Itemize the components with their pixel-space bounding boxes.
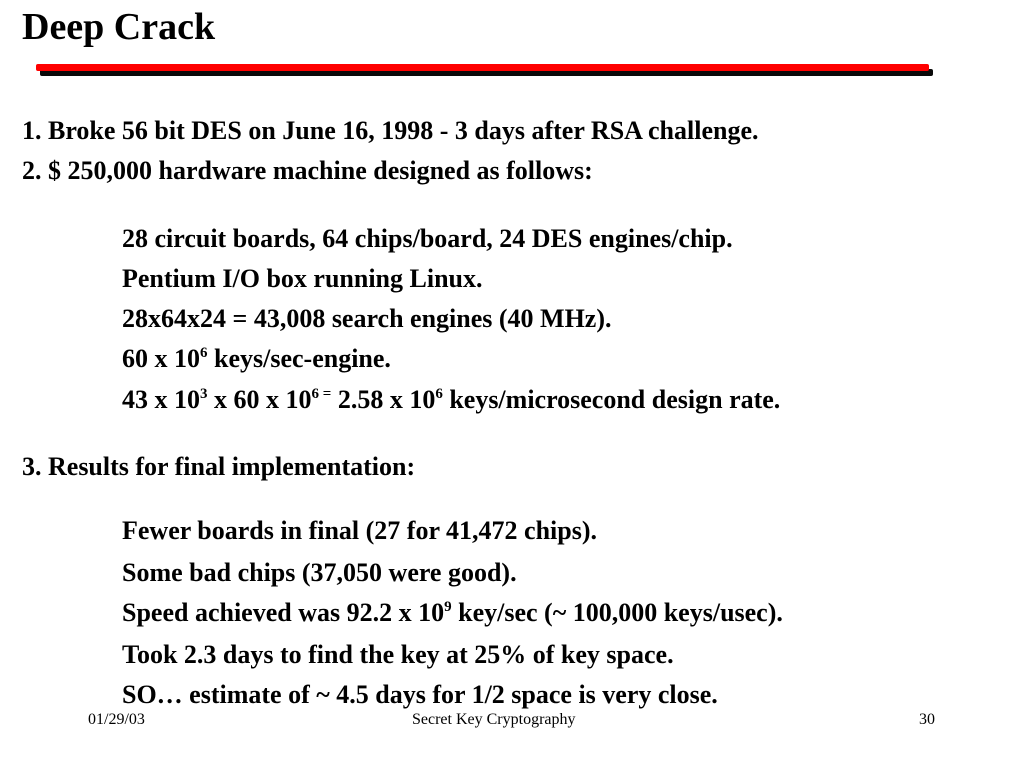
result-line-3 [122, 598, 783, 628]
slide-title: Deep Crack [22, 6, 216, 48]
result-line-3-exp: 9 [444, 599, 452, 615]
design-line-5-exp-2: 6 = [311, 386, 332, 402]
point-1: 1. Broke 56 bit DES on June 16, 1998 - 3 days after RSA challenge. [22, 116, 759, 145]
design-line-5-exp-1: 3 [200, 386, 208, 402]
result-line-4: Took 2.3 days to find the key at 25% of key space. [122, 640, 674, 669]
design-line-4-exp: 6 [200, 345, 208, 361]
result-line-3-c: key/sec (~ 100,000 keys/usec). [451, 598, 783, 627]
design-line-1: 28 circuit boards, 64 chips/board, 24 DES engines/chip. [122, 224, 733, 253]
title-rule [36, 64, 929, 71]
design-line-2: Pentium I/O box running Linux. [122, 264, 483, 293]
point-2: 2. $ 250,000 hardware machine designed as follows: [22, 156, 593, 185]
design-line-3: 28x64x24 = 43,008 search engines (40 MHz). [122, 304, 612, 333]
design-line-5-a: 43 x 10 [122, 385, 200, 414]
design-line-5-c: x 60 x 10 [207, 385, 312, 414]
design-line-5-e: 2.58 x 10 [331, 385, 436, 414]
design-line-4-rest: keys/sec-engine. [207, 344, 391, 373]
result-line-1: Fewer boards in final (27 for 41,472 chips). [122, 516, 597, 545]
point-3: 3. Results for final implementation: [22, 452, 416, 481]
footer-page-number: 30 [919, 711, 935, 728]
design-line-4-base: 60 x 10 [122, 344, 200, 373]
footer-date: 01/29/03 [88, 711, 145, 728]
result-line-2: Some bad chips (37,050 were good). [122, 558, 517, 587]
result-line-3-a: Speed achieved was 92.2 x 10 [122, 598, 445, 627]
design-line-5-g: keys/microsecond design rate. [442, 385, 781, 414]
design-line-4 [122, 344, 391, 374]
design-line-5-exp-3: 6 [435, 386, 443, 402]
design-line-5 [122, 385, 780, 415]
result-line-5: SO… estimate of ~ 4.5 days for 1/2 space is very close. [122, 680, 718, 709]
footer-title: Secret Key Cryptography [412, 711, 576, 728]
